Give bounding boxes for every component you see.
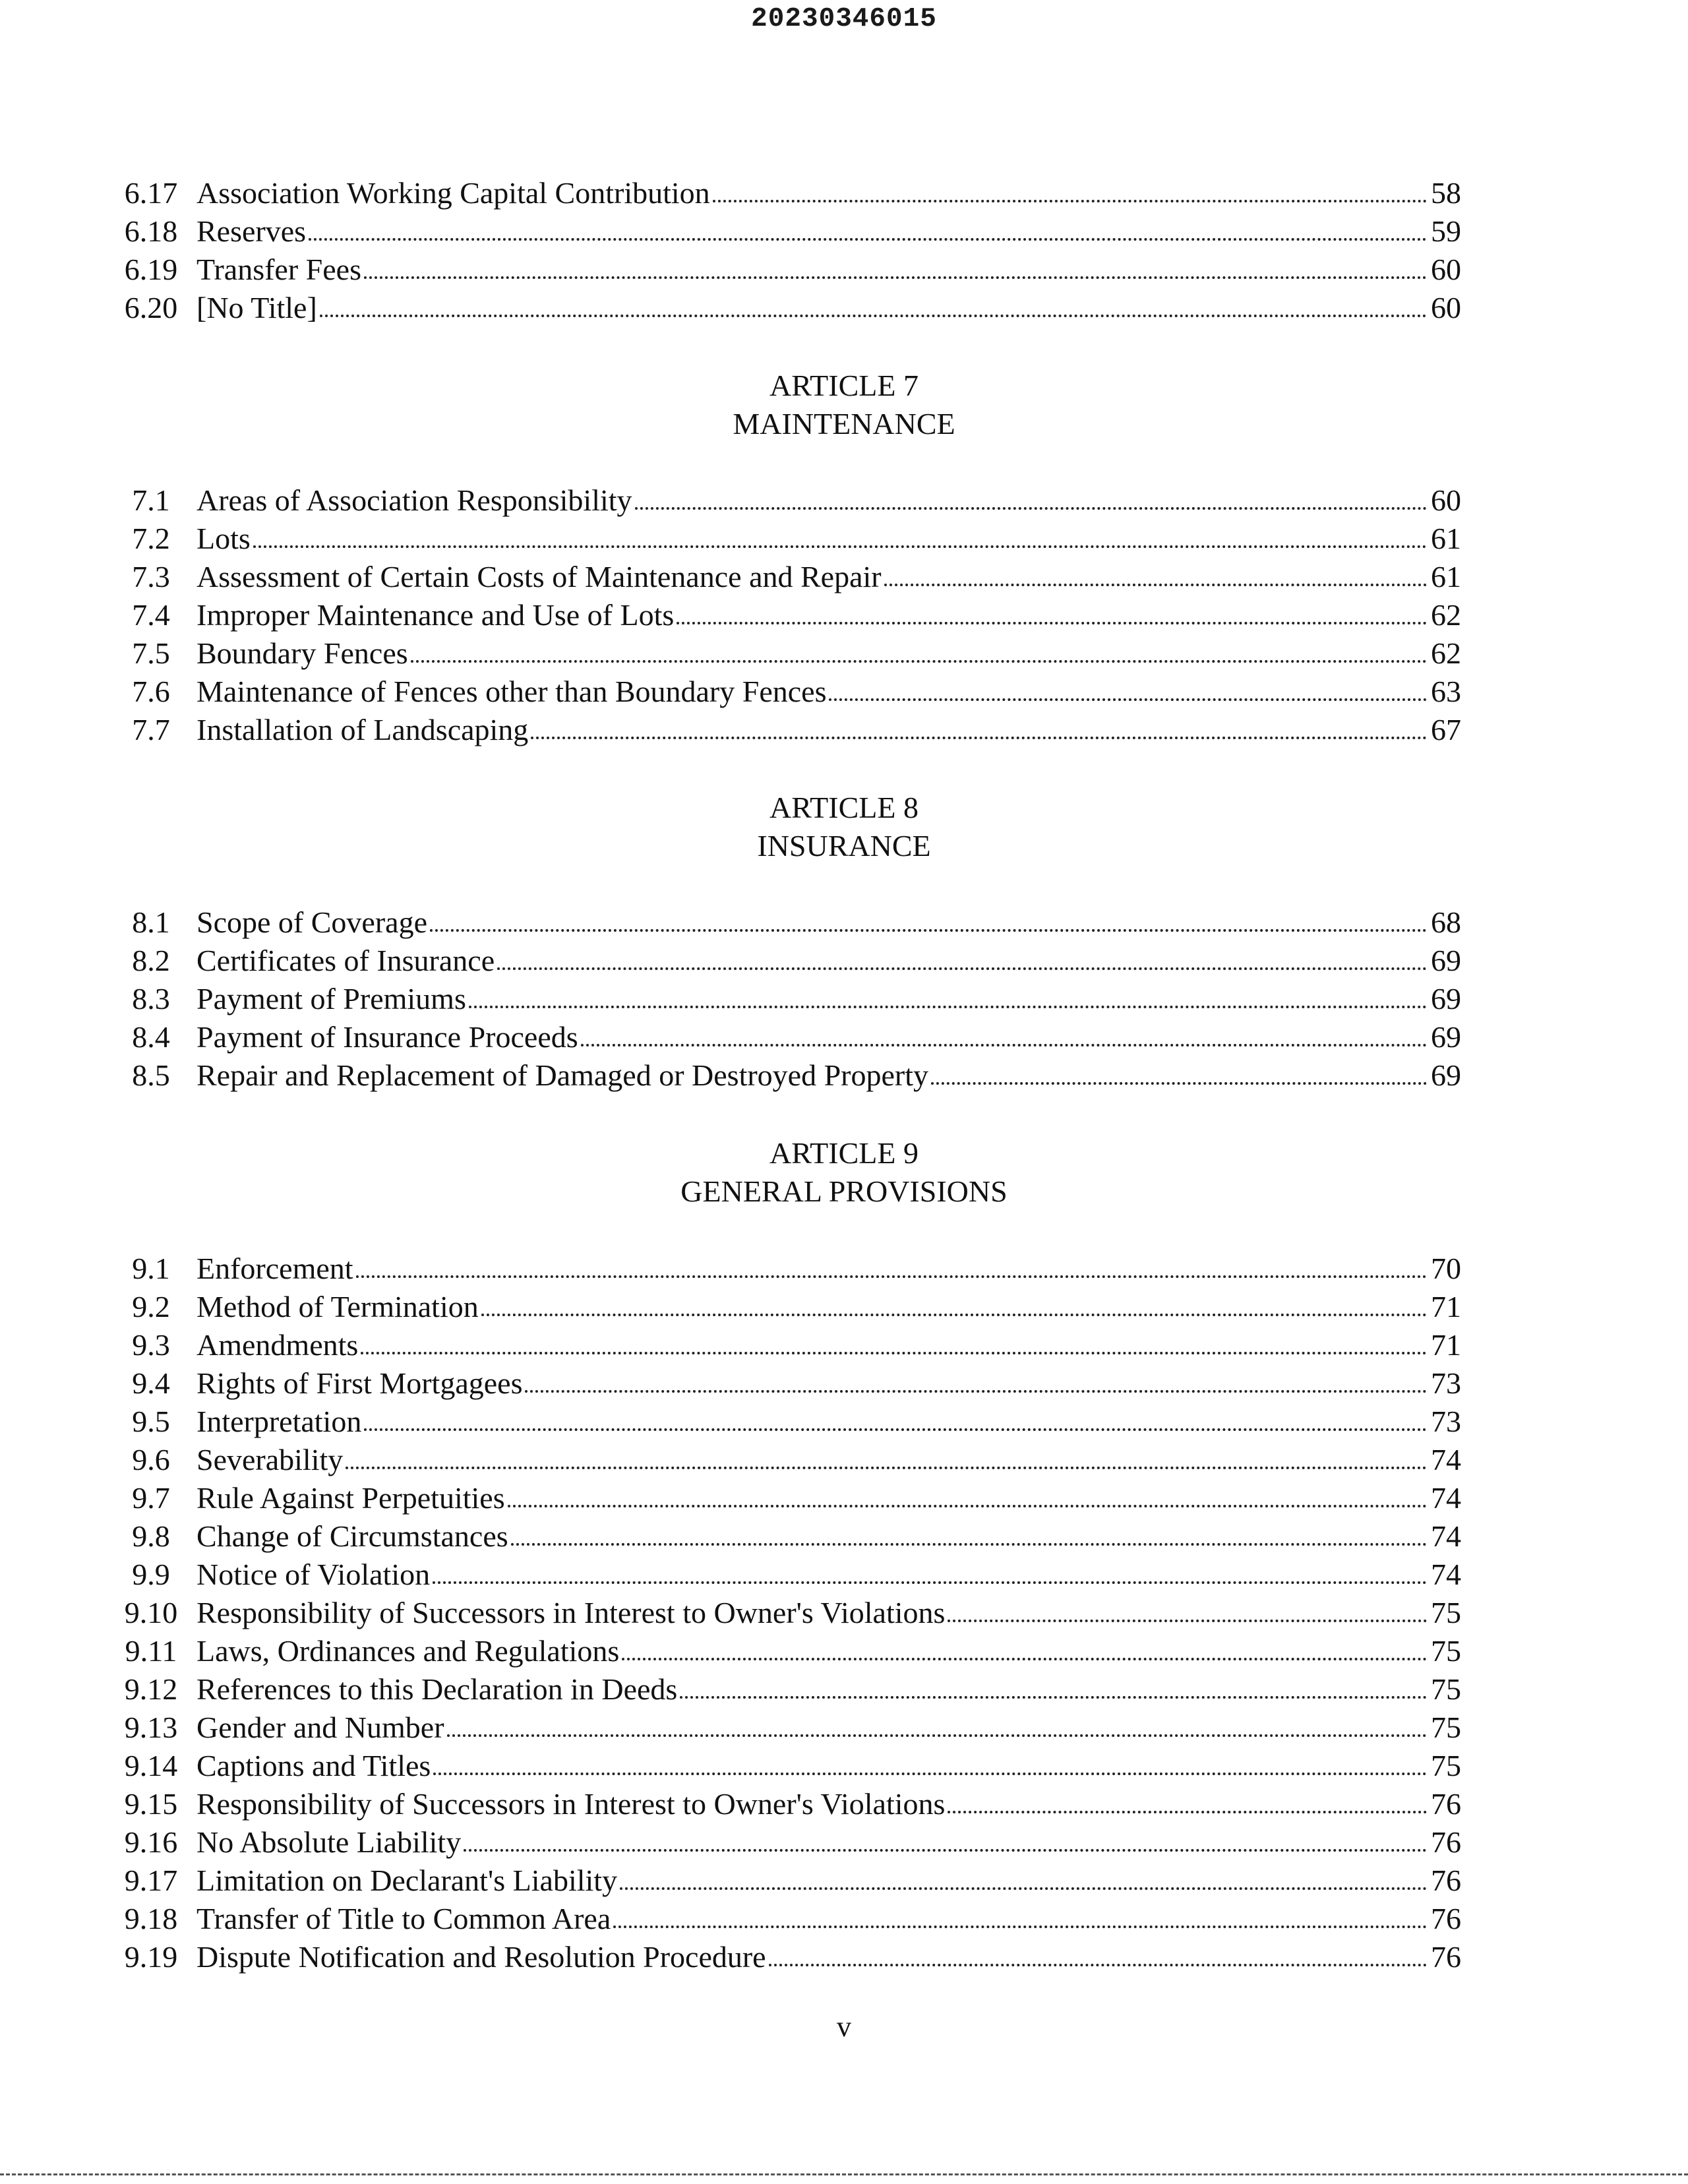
section-title: Reserves (196, 214, 307, 248)
section-number: 9.10 (124, 1596, 178, 1629)
article-9-label: ARTICLE 9 (769, 1136, 919, 1170)
dot-leader (481, 1314, 1427, 1316)
toc-entry (106, 903, 1461, 942)
dot-leader (320, 315, 1427, 317)
page-number: 73 (1431, 1405, 1461, 1438)
toc-entry (106, 634, 1461, 673)
dot-leader (411, 660, 1427, 663)
toc-entry (106, 558, 1461, 596)
page-number: 75 (1431, 1749, 1461, 1782)
section-number: 7.6 (132, 675, 170, 708)
section-title: Transfer Fees (196, 253, 361, 286)
section-number: 9.3 (132, 1328, 170, 1362)
section-title: Amendments (196, 1328, 359, 1362)
section-title: Scope of Coverage (196, 905, 427, 939)
section-title: Laws, Ordinances and Regulations (196, 1634, 620, 1668)
dot-leader (364, 276, 1427, 279)
section-title: Assessment of Certain Costs of Maintenance and Repair (196, 560, 882, 593)
page-number: 62 (1431, 636, 1461, 670)
toc-entry (106, 1632, 1461, 1670)
section-title: Responsibility of Successors in Interest to Owner's Violations (196, 1787, 946, 1821)
section-number: 8.3 (132, 982, 170, 1016)
page-number: 60 (1431, 291, 1461, 324)
page-number: 75 (1431, 1672, 1461, 1706)
page-number: 69 (1431, 1020, 1461, 1054)
section-number: 9.16 (124, 1825, 178, 1859)
toc-entry (106, 1479, 1461, 1517)
section-number: 6.19 (124, 253, 178, 286)
dot-leader (948, 1811, 1427, 1813)
dot-leader (364, 1428, 1427, 1431)
toc-entry (106, 1785, 1461, 1823)
section-title: References to this Declaration in Deeds (196, 1672, 678, 1706)
section-number: 6.18 (124, 214, 178, 248)
section-number: 7.2 (132, 522, 170, 555)
page-number: 76 (1431, 1787, 1461, 1821)
dot-leader (884, 584, 1427, 586)
page-number: 76 (1431, 1864, 1461, 1897)
toc-entry (106, 481, 1461, 520)
dot-leader (948, 1620, 1427, 1622)
page-number: 61 (1431, 560, 1461, 593)
dot-leader (931, 1082, 1427, 1085)
section-title: Limitation on Declarant's Liability (196, 1864, 618, 1897)
section-title: Interpretation (196, 1405, 362, 1438)
section-number: 9.1 (132, 1252, 170, 1285)
dot-leader (430, 929, 1427, 932)
section-title: Change of Circumstances (196, 1519, 508, 1553)
page-number: 67 (1431, 713, 1461, 746)
toc-entry (106, 711, 1461, 749)
dot-leader (309, 238, 1427, 241)
page-number: 75 (1431, 1596, 1461, 1629)
section-number: 8.2 (132, 944, 170, 977)
section-number: 9.5 (132, 1405, 170, 1438)
section-title: Rights of First Mortgagees (196, 1366, 523, 1400)
page-number: 74 (1431, 1519, 1461, 1553)
page-number: 76 (1431, 1902, 1461, 1935)
section-number: 6.20 (124, 291, 178, 324)
dot-leader (497, 967, 1427, 970)
section-number: 9.7 (132, 1481, 170, 1515)
dot-leader (613, 1926, 1427, 1928)
article-8-heading: INSURANCE (757, 829, 931, 863)
section-title: Certificates of Insurance (196, 944, 495, 977)
dot-leader (346, 1467, 1427, 1469)
page-number: 61 (1431, 522, 1461, 555)
section-number: 9.9 (132, 1558, 170, 1591)
page-number: 59 (1431, 214, 1461, 248)
toc-entry (106, 1288, 1461, 1326)
page-footer-number: v (837, 2011, 851, 2043)
page-number: 71 (1431, 1328, 1461, 1362)
toc-entry (106, 980, 1461, 1018)
dot-leader (469, 1006, 1427, 1008)
toc-entry (106, 1250, 1461, 1288)
dot-leader (508, 1505, 1427, 1507)
toc-entry (106, 1018, 1461, 1056)
page-number: 76 (1431, 1940, 1461, 1974)
dot-leader (622, 1658, 1427, 1660)
toc-entry (106, 174, 1461, 212)
section-number: 9.6 (132, 1443, 170, 1476)
dot-leader (447, 1734, 1427, 1737)
toc-entry (106, 1517, 1461, 1556)
section-number: 7.5 (132, 636, 170, 670)
section-number: 7.1 (132, 483, 170, 517)
toc-entry (106, 212, 1461, 251)
toc-entry (106, 1709, 1461, 1747)
section-number: 9.15 (124, 1787, 178, 1821)
section-number: 8.1 (132, 905, 170, 939)
section-title: Gender and Number (196, 1711, 444, 1744)
dot-leader (677, 622, 1427, 624)
toc-entry (106, 1056, 1461, 1095)
dot-leader (253, 545, 1427, 548)
section-number: 9.17 (124, 1864, 178, 1897)
section-title: Method of Termination (196, 1290, 479, 1323)
toc-entry (106, 1823, 1461, 1862)
dot-leader (356, 1275, 1427, 1278)
article-7-heading: MAINTENANCE (733, 407, 955, 440)
page-number: 75 (1431, 1711, 1461, 1744)
document-number: 20230346015 (751, 4, 937, 34)
section-number: 8.4 (132, 1020, 170, 1054)
section-title: Severability (196, 1443, 344, 1476)
section-title: Boundary Fences (196, 636, 408, 670)
section-number: 7.4 (132, 598, 170, 632)
toc-entry (106, 1862, 1461, 1900)
section-number: 7.7 (132, 713, 170, 746)
dot-leader (433, 1581, 1427, 1584)
dot-leader (361, 1352, 1427, 1354)
section-number: 9.13 (124, 1711, 178, 1744)
page-number: 60 (1431, 483, 1461, 517)
toc-entry (106, 1747, 1461, 1785)
section-number: 6.17 (124, 176, 178, 210)
dot-leader (635, 507, 1427, 510)
dot-leader (829, 698, 1427, 701)
article-7-label: ARTICLE 7 (769, 369, 919, 402)
section-title: Rule Against Perpetuities (196, 1481, 505, 1515)
dot-leader (511, 1543, 1427, 1546)
section-title: Enforcement (196, 1252, 353, 1285)
toc-entry (106, 1556, 1461, 1594)
page-number: 74 (1431, 1558, 1461, 1591)
section-number: 7.3 (132, 560, 170, 593)
toc-entry (106, 673, 1461, 711)
section-title: Dispute Notification and Resolution Procedure (196, 1940, 766, 1974)
page-number: 74 (1431, 1481, 1461, 1515)
toc-entry (106, 1670, 1461, 1709)
dot-leader (680, 1696, 1427, 1699)
scan-edge-divider (0, 2173, 1688, 2175)
dot-leader (531, 737, 1427, 739)
page-number: 70 (1431, 1252, 1461, 1285)
dot-leader (525, 1390, 1427, 1393)
section-title: Areas of Association Responsibility (196, 483, 632, 517)
section-title: Improper Maintenance and Use of Lots (196, 598, 675, 632)
dot-leader (581, 1044, 1427, 1046)
section-title: Captions and Titles (196, 1749, 431, 1782)
section-title: Repair and Replacement of Damaged or Destroyed Property (196, 1058, 928, 1092)
section-title: Payment of Insurance Proceeds (196, 1020, 578, 1054)
page-number: 73 (1431, 1366, 1461, 1400)
section-number: 9.18 (124, 1902, 178, 1935)
dot-leader (769, 1964, 1427, 1966)
toc-entry (106, 520, 1461, 558)
section-title: Association Working Capital Contribution (196, 176, 710, 210)
section-title: Installation of Landscaping (196, 713, 529, 746)
section-number: 9.4 (132, 1366, 170, 1400)
page-number: 69 (1431, 944, 1461, 977)
page-number: 63 (1431, 675, 1461, 708)
page-number: 76 (1431, 1825, 1461, 1859)
toc-entry (106, 251, 1461, 289)
section-title: Maintenance of Fences other than Boundary Fences (196, 675, 827, 708)
section-number: 9.11 (125, 1634, 177, 1668)
page-number: 75 (1431, 1634, 1461, 1668)
section-number: 9.2 (132, 1290, 170, 1323)
dot-leader (464, 1849, 1427, 1852)
toc-entry (106, 1441, 1461, 1479)
toc-entry (106, 1938, 1461, 1976)
dot-leader (433, 1773, 1427, 1775)
section-number: 8.5 (132, 1058, 170, 1092)
section-title: Lots (196, 522, 251, 555)
section-title: Payment of Premiums (196, 982, 466, 1016)
section-number: 9.14 (124, 1749, 178, 1782)
dot-leader (713, 200, 1427, 202)
toc-entry (106, 1364, 1461, 1403)
section-number: 9.12 (124, 1672, 178, 1706)
page-number: 69 (1431, 982, 1461, 1016)
toc-entry (106, 1900, 1461, 1938)
dot-leader (620, 1887, 1427, 1890)
article-9-heading: GENERAL PROVISIONS (680, 1174, 1008, 1208)
page-number: 60 (1431, 253, 1461, 286)
toc-entry (106, 1594, 1461, 1632)
section-title: Transfer of Title to Common Area (196, 1902, 611, 1935)
page-number: 71 (1431, 1290, 1461, 1323)
toc-entry (106, 1403, 1461, 1441)
section-title: Notice of Violation (196, 1558, 431, 1591)
toc-entry (106, 1326, 1461, 1364)
toc-entry (106, 596, 1461, 634)
page-number: 58 (1431, 176, 1461, 210)
page-number: 68 (1431, 905, 1461, 939)
section-number: 9.19 (124, 1940, 178, 1974)
toc-entry (106, 289, 1461, 327)
toc-entry (106, 942, 1461, 980)
page-number: 62 (1431, 598, 1461, 632)
article-8-label: ARTICLE 8 (769, 791, 919, 824)
page-number: 74 (1431, 1443, 1461, 1476)
section-title: Responsibility of Successors in Interest to Owner's Violations (196, 1596, 946, 1629)
section-title: [No Title] (196, 291, 317, 324)
section-title: No Absolute Liability (196, 1825, 462, 1859)
section-number: 9.8 (132, 1519, 170, 1553)
page-number: 69 (1431, 1058, 1461, 1092)
